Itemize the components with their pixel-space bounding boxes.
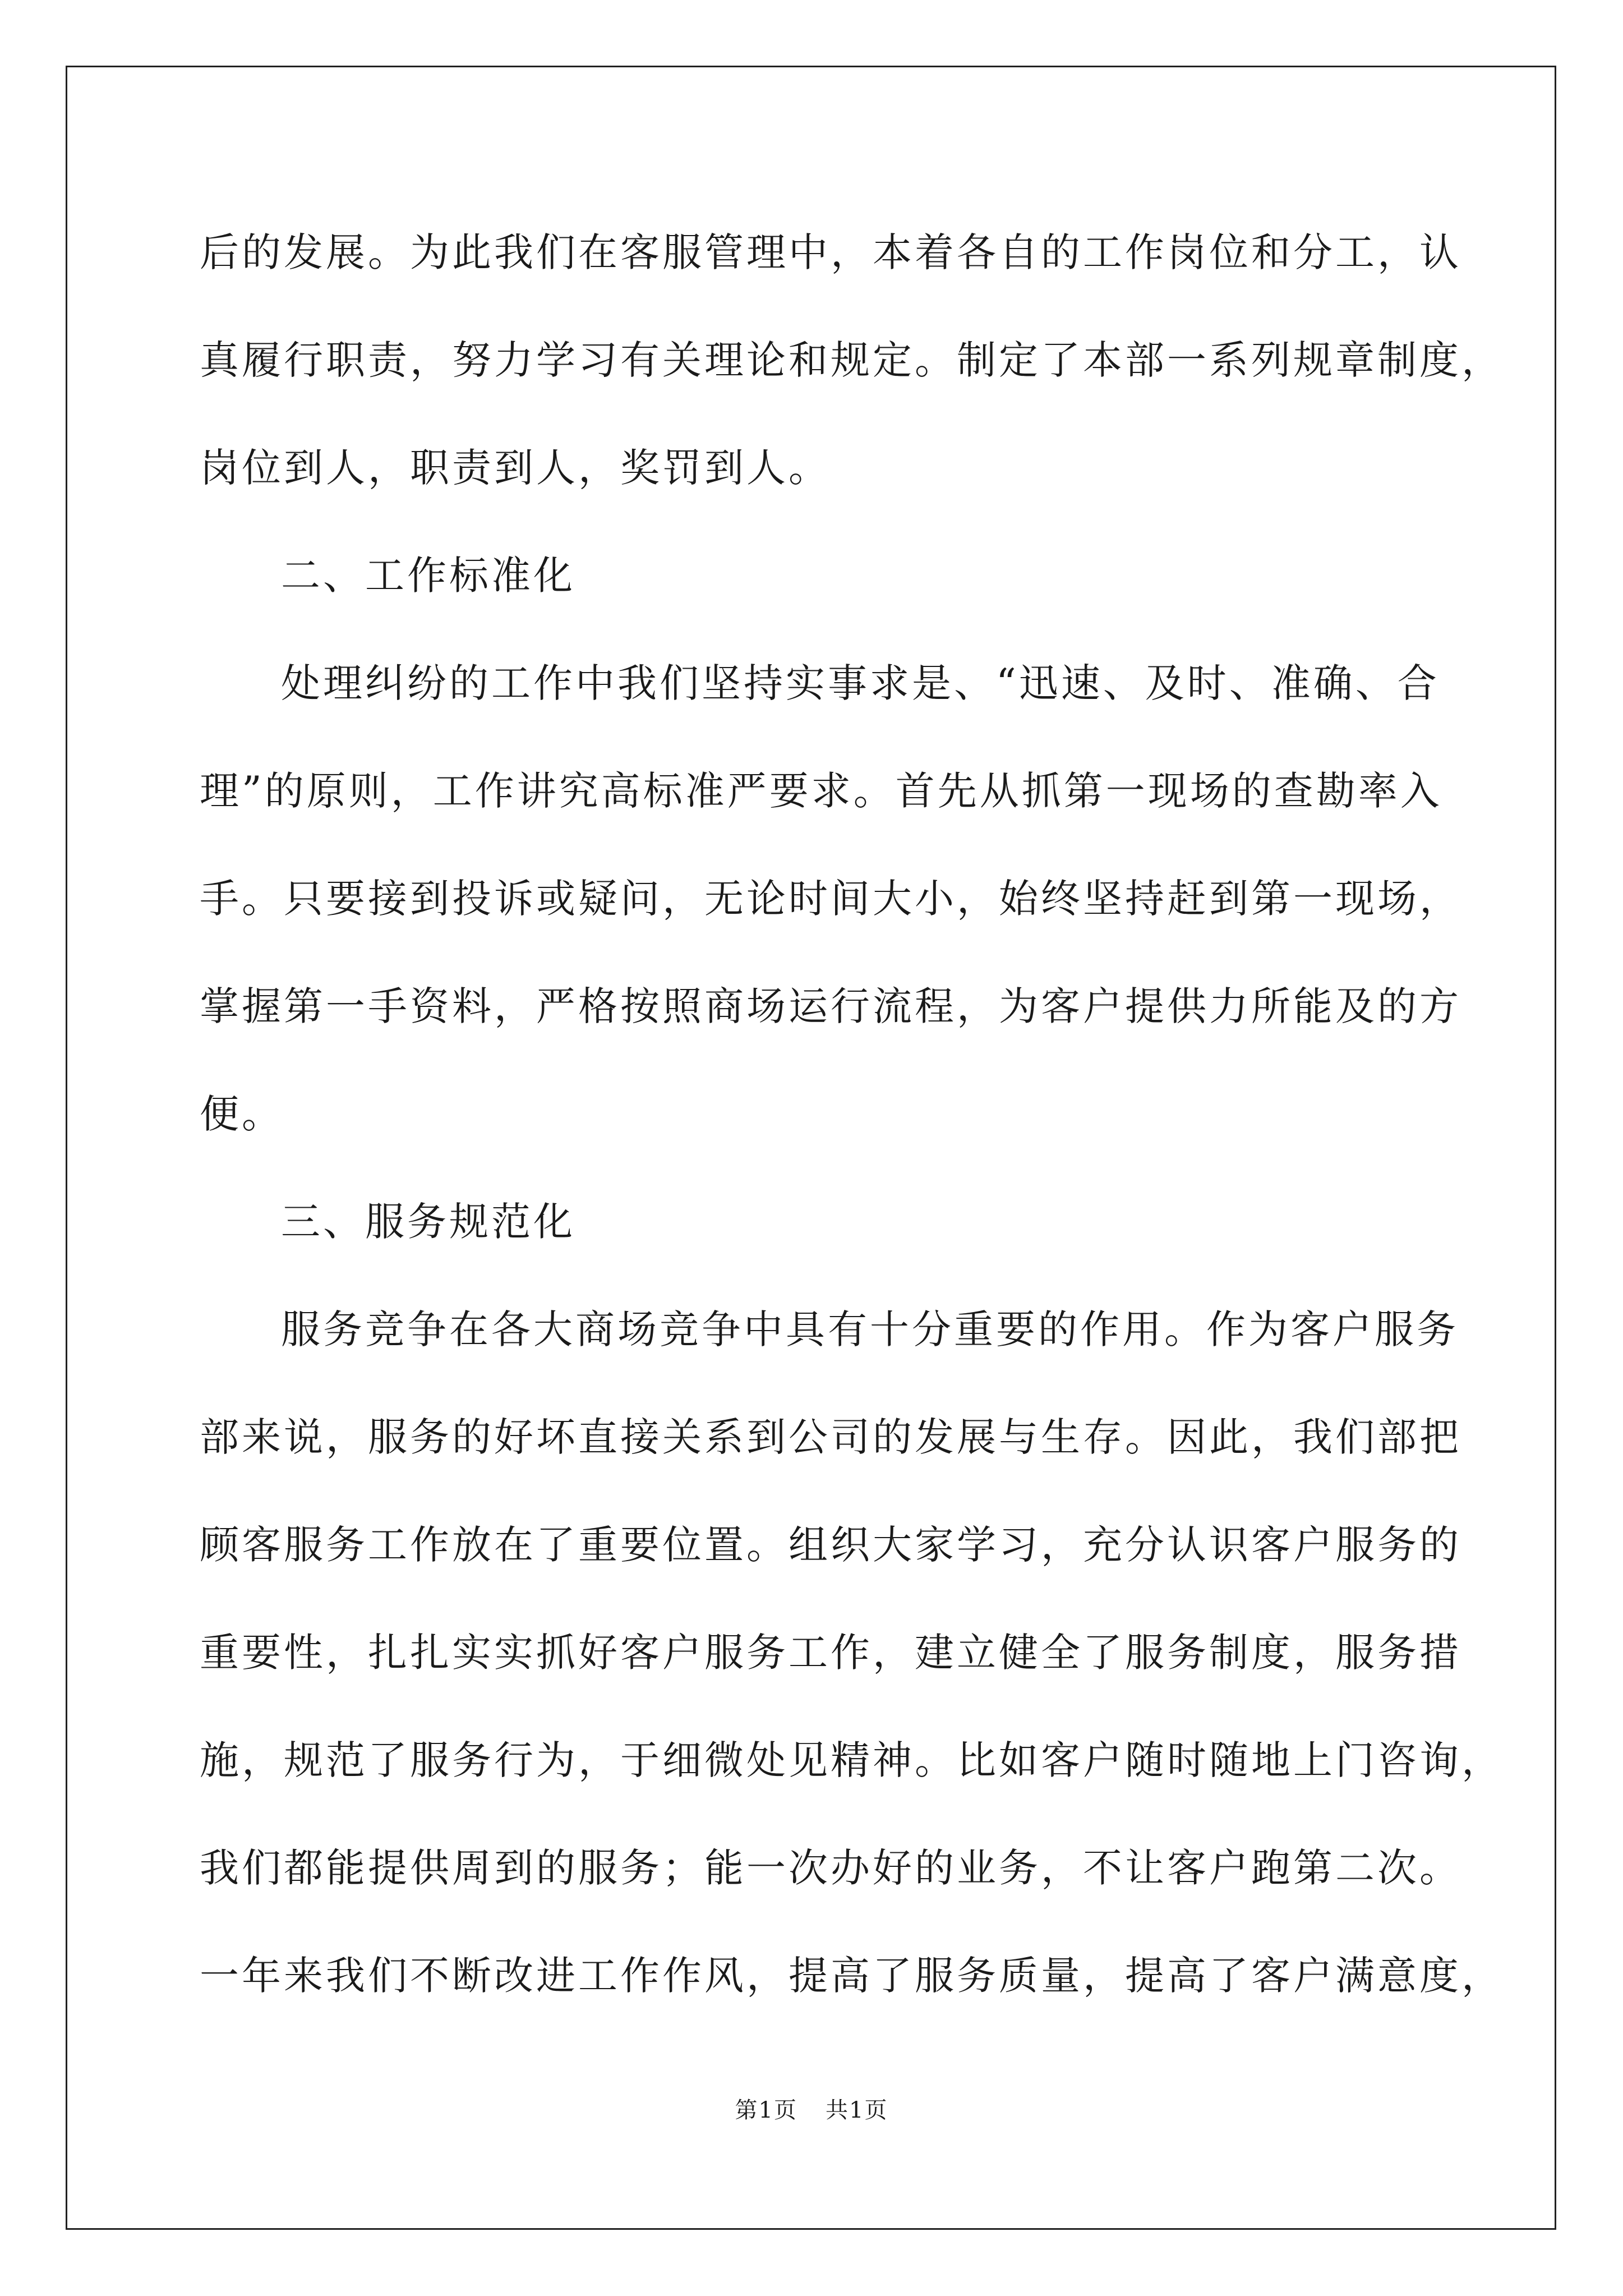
text-line: 我们都能提供周到的服务；能一次办好的业务，不让客户跑第二次。 xyxy=(200,1845,1461,1891)
text-line: 便。 xyxy=(200,1091,284,1137)
section-heading: 二、工作标准化 xyxy=(281,553,575,599)
text-line: 后的发展。为此我们在客服管理中，本着各自的工作岗位和分工，认 xyxy=(200,229,1461,275)
page-number-current: 第1页 xyxy=(735,2097,797,2123)
text-line: 理”的原则，工作讲究高标准严要求。首先从抓第一现场的查勘率入 xyxy=(200,768,1442,814)
text-line: 处理纠纷的工作中我们坚持实事求是、“迅速、及时、准确、合 xyxy=(281,660,1440,706)
page-footer xyxy=(0,2092,1623,2124)
text-line: 真履行职责，努力学习有关理论和规定。制定了本部一系列规章制度， xyxy=(200,337,1504,383)
text-line: 一年来我们不断改进工作作风，提高了服务质量，提高了客户满意度， xyxy=(200,1953,1504,1999)
text-line: 掌握第一手资料，严格按照商场运行流程，为客户提供力所能及的方 xyxy=(200,983,1461,1029)
text-line: 施，规范了服务行为，于细微处见精神。比如客户随时随地上门咨询， xyxy=(200,1737,1504,1783)
text-line: 部来说，服务的好坏直接关系到公司的发展与生存。因此，我们部把 xyxy=(200,1414,1461,1460)
page-number-total: 共1页 xyxy=(826,2097,888,2123)
document-body xyxy=(200,210,1504,2041)
text-line: 岗位到人，职责到人，奖罚到人。 xyxy=(200,445,831,491)
text-line: 重要性，扎扎实实抓好客户服务工作，建立健全了服务制度，服务措 xyxy=(200,1630,1461,1676)
text-line: 服务竞争在各大商场竞争中具有十分重要的作用。作为客户服务 xyxy=(281,1306,1459,1352)
text-line: 手。只要接到投诉或疑问，无论时间大小，始终坚持赶到第一现场， xyxy=(200,876,1461,922)
section-heading: 三、服务规范化 xyxy=(281,1199,575,1245)
text-line: 顾客服务工作放在了重要位置。组织大家学习，充分认识客户服务的 xyxy=(200,1522,1461,1568)
